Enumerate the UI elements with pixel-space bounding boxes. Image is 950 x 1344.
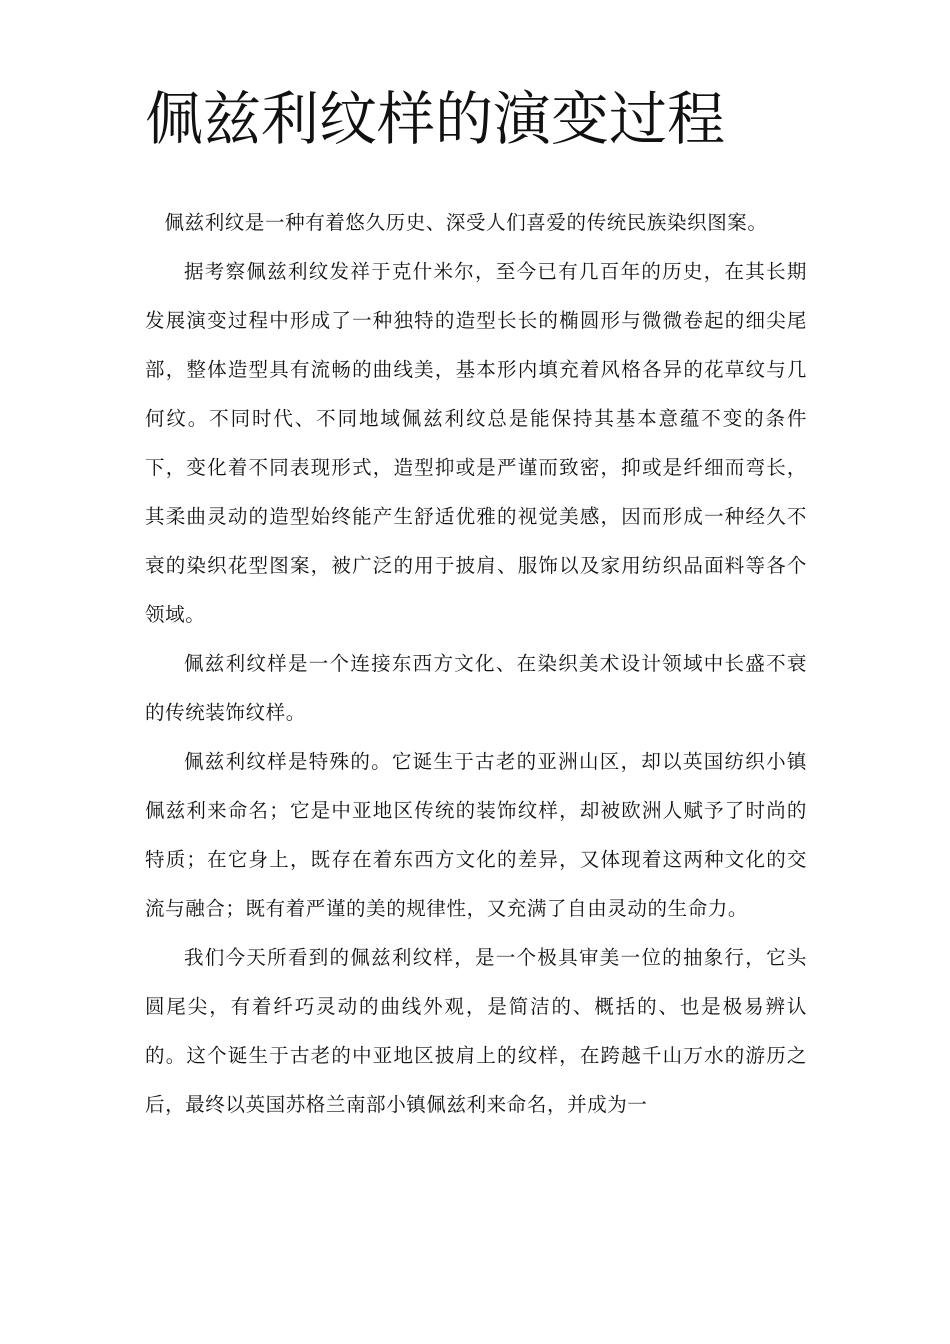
paragraph-origin: 据考察佩兹利纹发祥于克什米尔，至今已有几百年的历史，在其长期发展演变过程中形成了一种独特的造型长长的椭圆形与微微卷起的细尖尾部，整体造型具有流畅的曲线美，基本形内填充着风格各异的花草纹与几何纹。不同时代、不同地域佩兹利纹总是能保持其基本意蕴不变的条件下，变化着不同表现形式，造型抑或是严谨而致密，抑或是纤细而弯长，其柔曲灵动的造型始终能产生舒适优雅的视觉美感，因而形成一种经久不衰的染织花型图案，被广泛的用于披肩、服饰以及家用纺织品面料等各个领域。 — [145, 260, 807, 626]
paragraph-special: 佩兹利纹样是特殊的。它诞生于古老的亚洲山区，却以英国纺织小镇佩兹利来命名；它是中亚地区传统的装饰纹样，却被欧洲人赋予了时尚的特质；在它身上，既存在着东西方文化的差异，又体现着这两种文化的交流与融合；既有着严谨的美的规律性，又充满了自由灵动的生命力。 — [145, 750, 807, 920]
paragraph-today: 我们今天所看到的佩兹利纹样，是一个极具审美一位的抽象行，它头圆尾尖，有着纤巧灵动的曲线外观，是简洁的、概括的、也是极易辨认的。这个诞生于古老的中亚地区披肩上的纹样，在跨越千山万水的游历之后，最终以英国苏格兰南部小镇佩兹利来命名，并成为一 — [145, 946, 807, 1116]
document-page — [145, 80, 807, 1129]
paragraph-intro: 佩兹利纹是一种有着悠久历史、深受人们喜爱的传统民族染织图案。 — [164, 211, 768, 234]
paragraph-east-west: 佩兹利纹样是一个连接东西方文化、在染织美术设计领域中长盛不衰的传统装饰纹样。 — [145, 652, 807, 724]
document-title: 佩兹利纹样的演变过程 — [145, 85, 726, 153]
